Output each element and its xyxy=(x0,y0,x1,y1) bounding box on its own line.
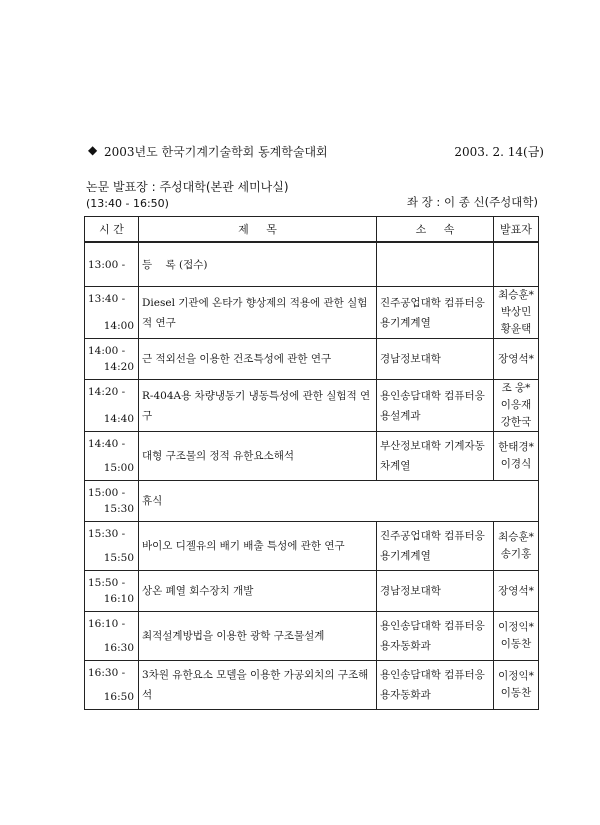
start-time: 13:40 - xyxy=(88,293,126,305)
conference-title: 2003년도 한국기계기술학회 동계학술대회 xyxy=(104,145,328,159)
end-time: 15:50 xyxy=(103,552,134,564)
start-time: 14:20 - xyxy=(88,386,126,398)
table-row xyxy=(85,432,539,481)
affiliation-cell: 경남정보대학 xyxy=(377,339,494,380)
table-row xyxy=(85,339,539,380)
title-cell: 상온 폐열 회수장치 개발 xyxy=(139,571,377,612)
presenter-name: 강한국 xyxy=(500,416,532,428)
title-cell: 근 적외선을 이용한 건조특성에 관한 연구 xyxy=(139,339,377,380)
session-chair: 좌 장 : 이 종 신(주성대학) xyxy=(406,195,538,209)
paper-title: 등 록 (접수) xyxy=(142,258,208,271)
table-row xyxy=(85,522,539,571)
presenter-name: 이정익* xyxy=(498,670,534,682)
title-cell: Diesel 기관에 온타가 향상제의 적용에 관한 실험적 연구 xyxy=(139,287,377,339)
presenter-cell xyxy=(494,432,539,481)
title-cell: 3차원 유한요소 모델을 이용한 가공외치의 구조해석 xyxy=(139,661,377,710)
table-row xyxy=(85,287,539,339)
presenter-cell xyxy=(494,612,539,661)
affiliation-cell: 부산정보대학 기계자동차계열 xyxy=(377,432,494,481)
time-cell xyxy=(85,481,139,522)
time-cell xyxy=(85,339,139,380)
affiliation-cell xyxy=(377,242,494,287)
presenter-cell xyxy=(494,661,539,710)
presenter-cell xyxy=(494,339,539,380)
presenter-name: 송기홍 xyxy=(500,548,532,560)
affiliation-cell: 진주공업대학 컴퓨터응용기계계열 xyxy=(377,287,494,339)
presenter-name: 이동찬 xyxy=(500,687,532,699)
start-time: 14:00 - xyxy=(88,345,126,357)
table-row xyxy=(85,661,539,710)
presenter-name: 이경식 xyxy=(500,458,532,470)
end-time: 15:30 xyxy=(103,503,134,515)
presenter-cell xyxy=(494,380,539,432)
time-cell xyxy=(85,432,139,481)
presenter-name: 박상민 xyxy=(500,306,532,318)
time-cell xyxy=(85,612,139,661)
table-row xyxy=(85,481,539,522)
session-venue: 논문 발표장 : 주성대학(본관 세미나실) xyxy=(86,180,289,194)
time-cell xyxy=(85,242,139,287)
presenter-cell xyxy=(494,242,539,287)
affiliation-cell: 경남정보대학 xyxy=(377,571,494,612)
start-time: 15:30 - xyxy=(88,528,126,540)
time-cell xyxy=(85,287,139,339)
presenter-name: 장영석* xyxy=(498,352,534,365)
column-header-title xyxy=(139,217,377,243)
affiliation-cell: 용인송담대학 컴퓨터응용설계과 xyxy=(377,380,494,432)
column-header-presenter: 발표자 xyxy=(494,217,539,243)
table-row xyxy=(85,571,539,612)
time-cell xyxy=(85,522,139,571)
program-table xyxy=(84,216,539,710)
start-time: 15:50 - xyxy=(88,577,126,589)
start-time: 15:00 - xyxy=(88,487,126,499)
affiliation-cell: 용인송담대학 컴퓨터응용자동화과 xyxy=(377,661,494,710)
presenter-name: 한태경* xyxy=(498,441,534,453)
column-header-title-text: 제 목 xyxy=(238,223,277,236)
table-row xyxy=(85,242,539,287)
affiliation-cell: 용인송담대학 컴퓨터응용자동화과 xyxy=(377,612,494,661)
affiliation-cell: 진주공업대학 컴퓨터응용기계계열 xyxy=(377,522,494,571)
presenter-cell xyxy=(494,287,539,339)
end-time: 14:40 xyxy=(103,413,134,425)
title-cell xyxy=(139,242,377,287)
conference-date: 2003. 2. 14(금) xyxy=(454,145,544,159)
presenter-name: 최승훈* xyxy=(498,531,534,543)
title-cell: 바이오 디젤유의 배기 배출 특성에 관한 연구 xyxy=(139,522,377,571)
title-cell: 대형 구조물의 정적 유한요소해석 xyxy=(139,432,377,481)
time-cell xyxy=(85,661,139,710)
end-time: 16:50 xyxy=(103,691,134,703)
presenter-cell xyxy=(494,522,539,571)
break-cell: 휴식 xyxy=(139,481,539,522)
start-time: 16:10 - xyxy=(88,618,126,630)
start-time: 16:30 - xyxy=(88,667,126,679)
presenter-name: 최승훈* xyxy=(498,289,534,301)
start-time: 14:40 - xyxy=(88,438,126,450)
title-cell: R-404A용 차량냉동기 냉동특성에 관한 실험적 연구 xyxy=(139,380,377,432)
table-header-row xyxy=(85,217,539,243)
presenter-name: 이동찬 xyxy=(500,638,532,650)
presenter-name: 이정익* xyxy=(498,621,534,633)
column-header-affiliation-text: 소 속 xyxy=(415,223,455,236)
end-time: 16:30 xyxy=(103,642,134,654)
presenter-cell xyxy=(494,571,539,612)
column-header-affiliation xyxy=(377,217,494,243)
diamond-bullet-icon: ◆ xyxy=(88,143,98,157)
start-time: 13:00 - xyxy=(88,258,126,271)
end-time: 14:20 xyxy=(103,361,134,373)
table-row xyxy=(85,380,539,432)
title-cell: 최적설계방법을 이용한 광학 구조물설계 xyxy=(139,612,377,661)
end-time: 15:00 xyxy=(103,462,134,474)
column-header-time: 시 간 xyxy=(85,217,139,243)
table-row xyxy=(85,612,539,661)
time-cell xyxy=(85,380,139,432)
end-time: 14:00 xyxy=(103,320,134,332)
presenter-name: 조 웅* xyxy=(501,382,531,394)
presenter-name: 황윤택 xyxy=(500,323,532,335)
time-cell xyxy=(85,571,139,612)
presenter-name: 장영석* xyxy=(498,584,534,597)
session-time-range: (13:40 - 16:50) xyxy=(86,197,169,210)
document-header xyxy=(88,143,544,161)
end-time: 16:10 xyxy=(103,593,134,605)
presenter-name: 이응재 xyxy=(500,399,532,411)
